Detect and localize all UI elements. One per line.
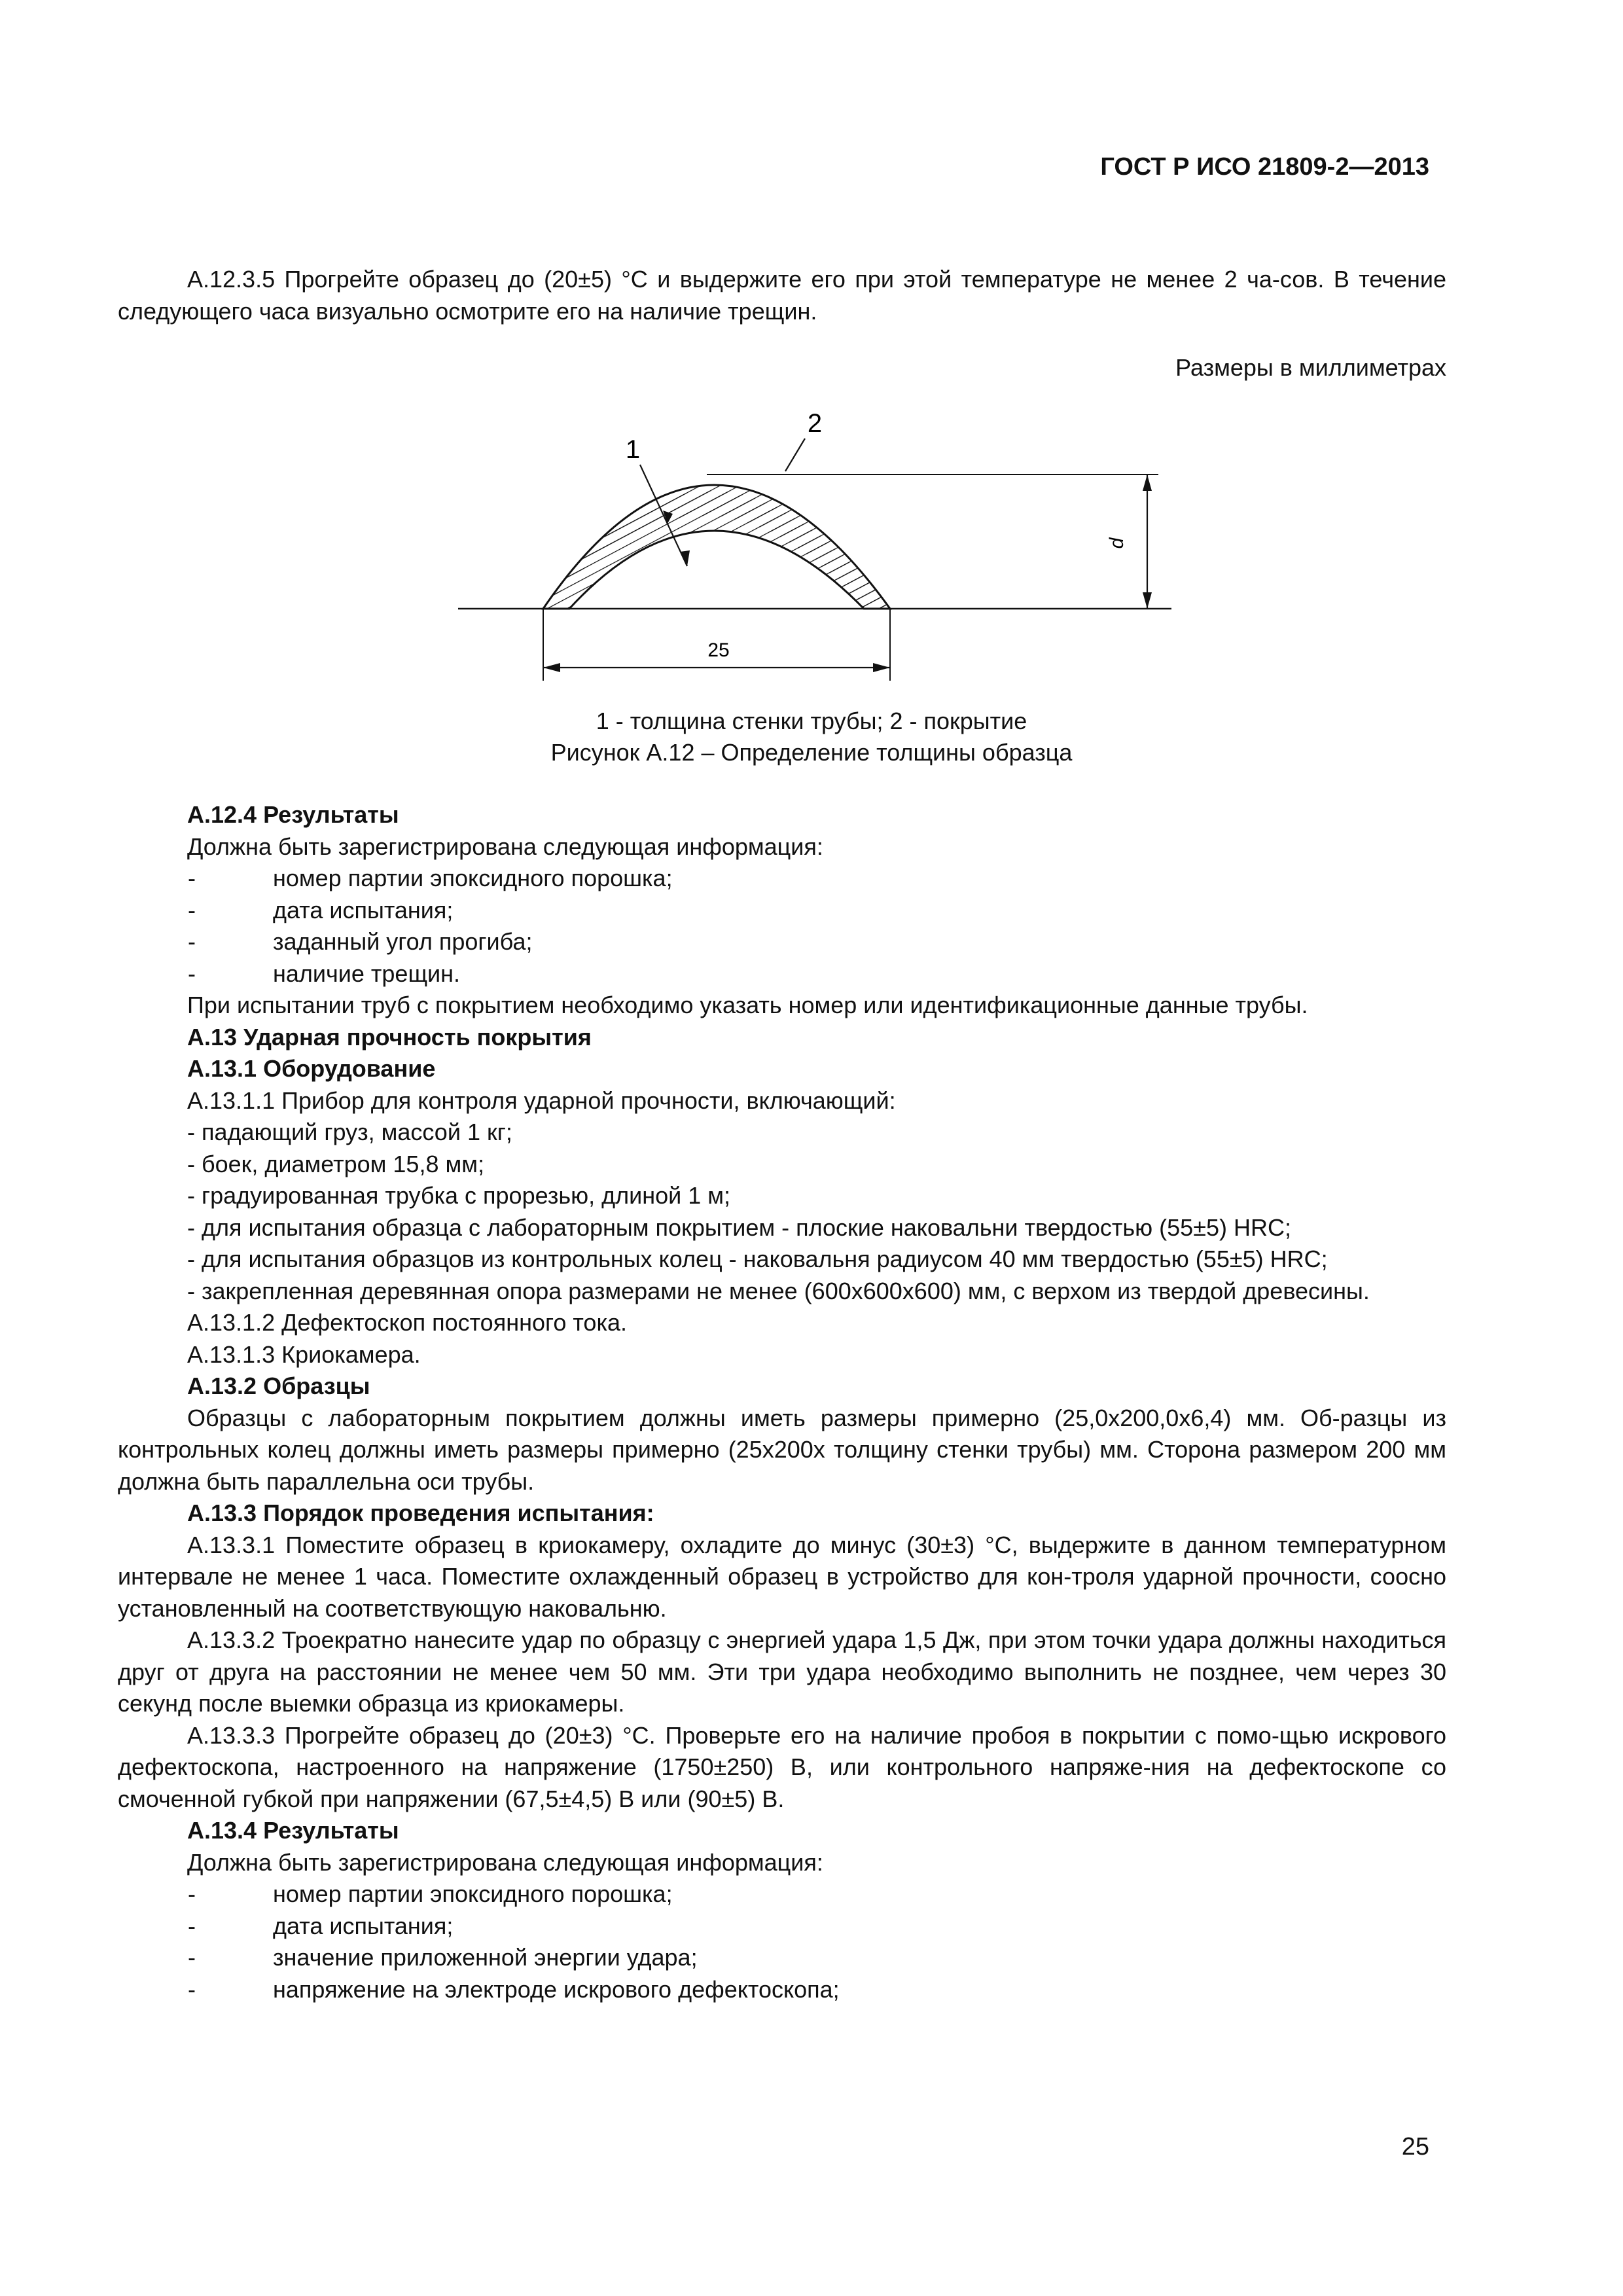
- list-dash: -: [188, 1912, 196, 1939]
- d-arrow-top: [1143, 475, 1152, 491]
- paragraph-a-13-1-3: А.13.1.3 Криокамера.: [187, 1340, 421, 1368]
- list-item-text: заданный угол прогиба;: [273, 928, 533, 955]
- equipment-item: - закрепленная деревянная опора размерами не менее (600x600x600) мм, с верхом из твердой древесины.: [187, 1277, 1370, 1304]
- section-a-13-1-title: А.13.1 Оборудование: [187, 1055, 436, 1082]
- section-a-13-3-title: А.13.3 Порядок проведения испытания:: [187, 1499, 654, 1526]
- section-a-13-2-title: А.13.2 Образцы: [187, 1372, 370, 1399]
- list-dash: -: [188, 1975, 196, 2003]
- page-number: 25: [1401, 2133, 1429, 2161]
- equipment-item: - для испытания образцов из контрольных колец - наковальня радиусом 40 мм твердостью (55±5) HRC;: [187, 1246, 1328, 1272]
- list-item: [118, 1942, 1446, 1974]
- list-dash: -: [188, 865, 196, 891]
- width-label: 25: [707, 639, 730, 661]
- section-a-13-4-title: А.13.4 Результаты: [187, 1817, 399, 1844]
- paragraph-a-13-1-1: А.13.1.1 Прибор для контроля ударной прочности, включающий:: [187, 1086, 896, 1114]
- d-label: d: [1106, 537, 1128, 549]
- equipment-item: - градуированная трубка с прорезью, длиной 1 м;: [187, 1182, 731, 1209]
- list-item: [118, 1910, 1446, 1943]
- list-item-text: номер партии эпоксидного порошка;: [273, 865, 673, 891]
- list-dash: -: [188, 1880, 196, 1907]
- list-item-text: значение приложенной энергии удара;: [273, 1944, 698, 1971]
- d-arrow-bottom: [1143, 592, 1152, 609]
- figure-caption: Рисунок А.12 – Определение толщины образца: [550, 739, 1073, 766]
- label-1: 1: [625, 435, 641, 464]
- list-dash: -: [188, 1944, 196, 1971]
- list-item: [118, 895, 1446, 927]
- paragraph-a-12-3-5: А.12.3.5 Прогрейте образец до (20±5) °C и выдержите его при этой температуре не менее 2 ча-сов. В течение следующего часа визуально осмотрите его на наличие трещин.: [118, 266, 1446, 325]
- list-item-text: номер партии эпоксидного порошка;: [273, 1880, 673, 1907]
- list-item: [118, 1878, 1446, 1910]
- list-item-text: наличие трещин.: [273, 960, 461, 987]
- section-a-13-title: А.13 Ударная прочность покрытия: [187, 1023, 592, 1050]
- list-item: [118, 1974, 1446, 2006]
- figure-legend: 1 - толщина стенки трубы; 2 - покрытие: [596, 708, 1027, 734]
- list-dash: -: [188, 928, 196, 955]
- list-dash: -: [188, 896, 196, 924]
- section-a-12-4-note: При испытании труб с покрытием необходимо указать номер или идентификационные данные трубы.: [187, 992, 1308, 1018]
- paragraph-a-13-3-1: А.13.3.1 Поместите образец в криокамеру, охладите до минус (30±3) °C, выдержите в данном температурном интервале не менее 1 часа. Поместите охлажденный образец в устройство для кон-троля ударной прочности, соосно установленный на соответствующую наковальню.: [118, 1531, 1446, 1622]
- equipment-item: - боек, диаметром 15,8 мм;: [187, 1150, 484, 1177]
- paragraph-a-13-1-2: А.13.1.2 Дефектоскоп постоянного тока.: [187, 1309, 628, 1336]
- paragraph-a-13-3-2: А.13.3.2 Троекратно нанесите удар по образцу с энергией удара 1,5 Дж, при этом точки удара должны находиться друг от друга на расстоянии не менее чем 50 мм. Эти три удара необходимо выполнить не позднее, чем через 30 секунд после выемки образца из криокамеры.: [118, 1626, 1446, 1717]
- section-a-12-4-title: А.12.4 Результаты: [187, 801, 399, 828]
- leader-2: [785, 439, 805, 471]
- equipment-item: - для испытания образца с лабораторным покрытием - плоские наковальни твердостью (55±5) HRC;: [187, 1213, 1291, 1241]
- document-header: ГОСТ Р ИСО 21809-2—2013: [1100, 153, 1429, 181]
- width-arrow-right: [873, 663, 890, 672]
- figure-a-12: [445, 393, 1185, 694]
- leader-1-arrow-b: [680, 550, 690, 566]
- list-item: [118, 958, 1446, 990]
- list-item-text: дата испытания;: [273, 896, 454, 924]
- equipment-item: - падающий груз, массой 1 кг;: [187, 1119, 512, 1145]
- intro-block: [118, 264, 1446, 384]
- section-a-12-4-lead: Должна быть зарегистрирована следующая информация:: [187, 833, 823, 860]
- list-dash: -: [188, 960, 196, 987]
- specimen-thickness-diagram: [445, 393, 1185, 694]
- width-arrow-left: [543, 663, 560, 672]
- label-2: 2: [807, 409, 823, 438]
- body-text: [118, 799, 1446, 2005]
- list-item-text: дата испытания;: [273, 1912, 454, 1939]
- paragraph-a-13-3-3: А.13.3.3 Прогрейте образец до (20±3) °C. Проверьте его на наличие пробоя в покрытии с помо-щью искрового дефектоскопа, настроенного на напряжение (1750±250) В, или контрольного напряже-ния на дефектоскопе со смоченной губкой при напряжении (67,5±4,5) В или (90±5) В.: [118, 1721, 1446, 1812]
- list-item: [118, 863, 1446, 895]
- list-item-text: напряжение на электроде искрового дефектоскопа;: [273, 1975, 840, 2003]
- list-item: [118, 926, 1446, 958]
- dimensions-note: Размеры в миллиметрах: [1175, 354, 1446, 381]
- paragraph-a-13-2: Образцы с лабораторным покрытием должны иметь размеры примерно (25,0x200,0x6,4) мм. Об-разцы из контрольных колец должны иметь размеры примерно (25x200x толщину стенки трубы) мм. Сторона размером 200 мм должна быть параллельна оси трубы.: [118, 1404, 1446, 1495]
- section-a-13-4-lead: Должна быть зарегистрирована следующая информация:: [187, 1848, 823, 1876]
- hatched-arc-section: [543, 485, 890, 609]
